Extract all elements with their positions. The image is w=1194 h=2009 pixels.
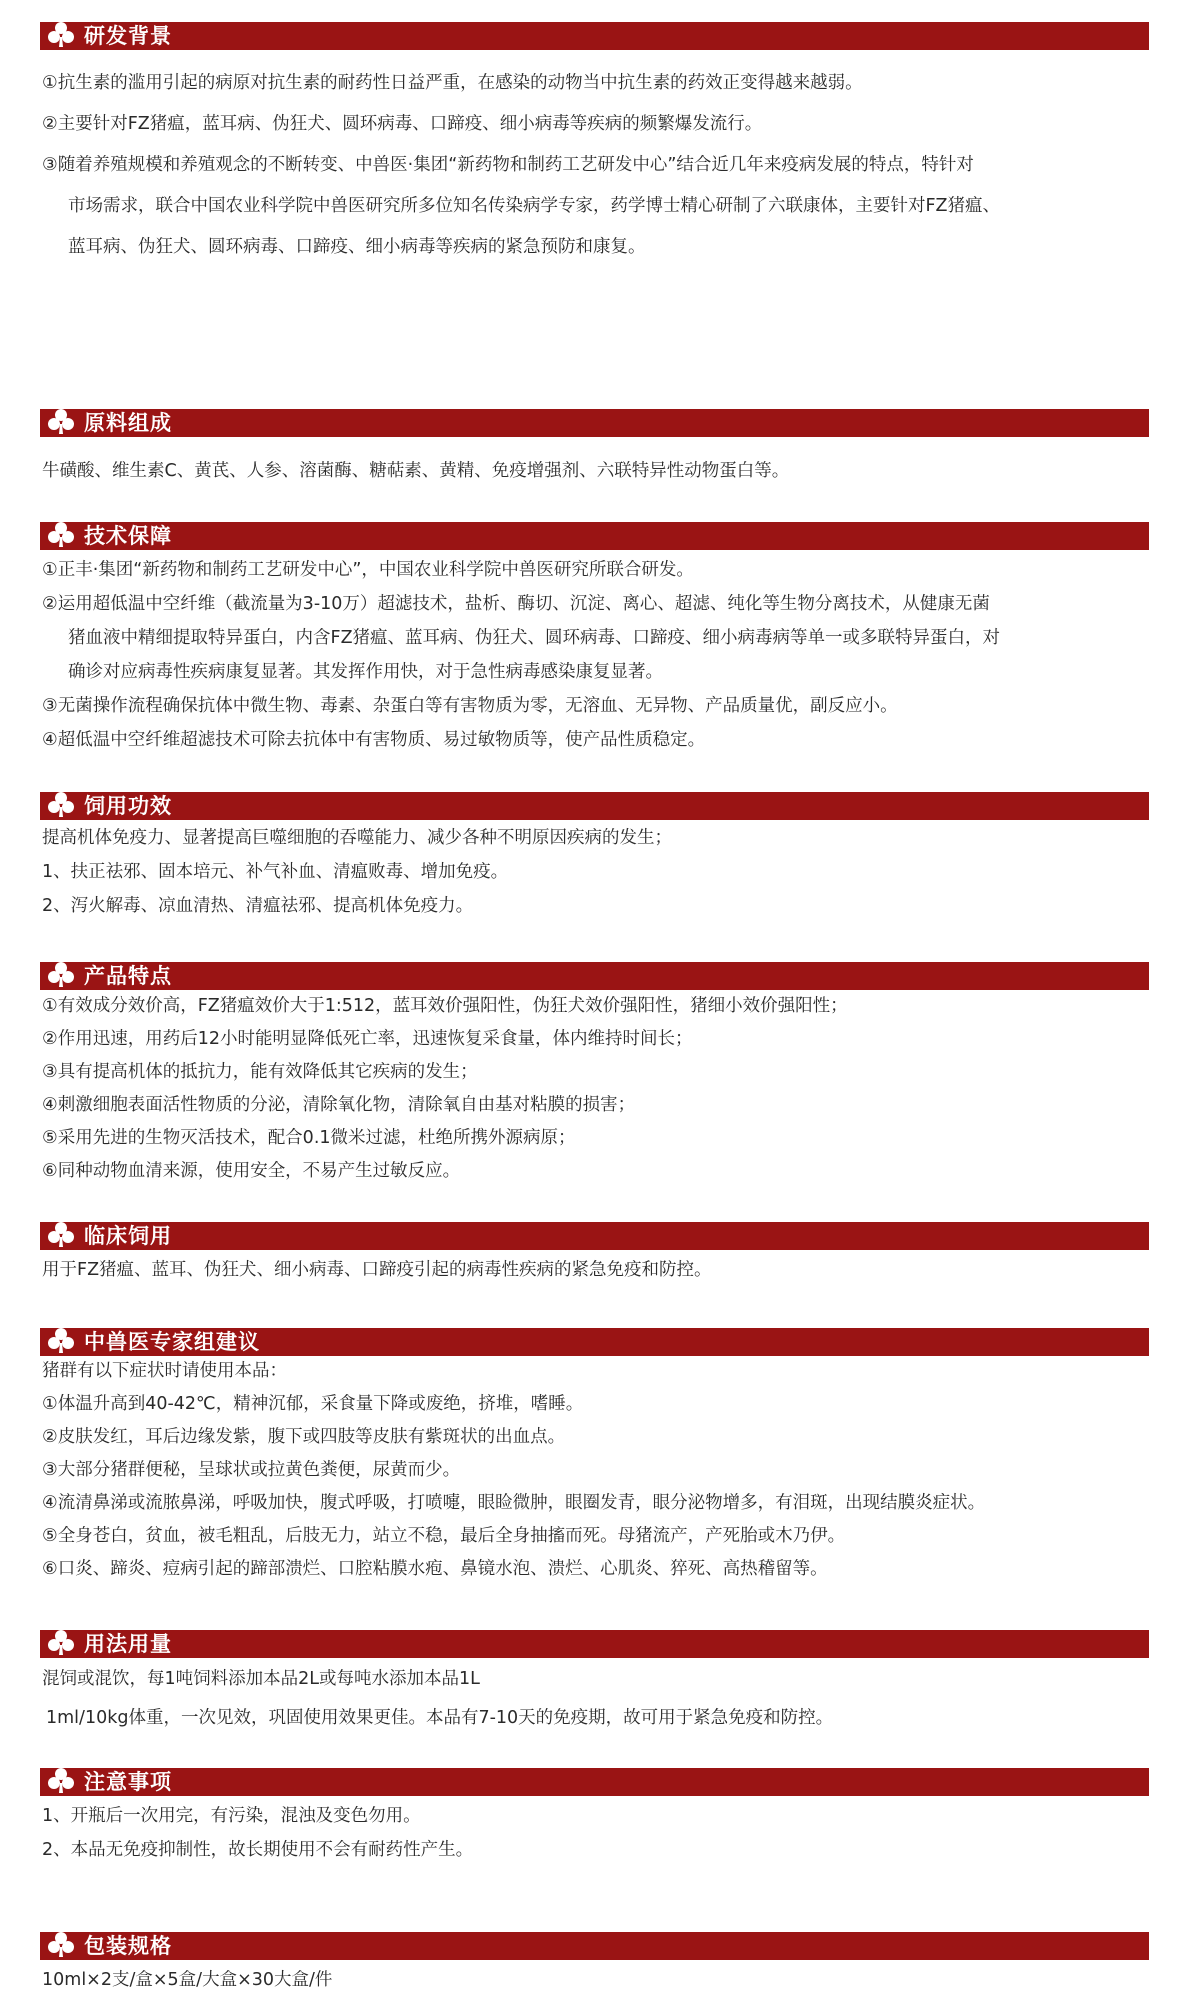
section-body-features [42,990,1152,1188]
text-line: ③随着养殖规模和养殖观念的不断转变、中兽医·集团“新药物和制药工艺研发中心”结合近几年来疫病发展的特点，特针对 [42,155,974,175]
text-line: 猪血液中精细提取特异蛋白，内含FZ猪瘟、蓝耳病、伪狂犬、圆环病毒、口蹄疫、细小病毒病等单一或多联特异蛋白，对 [68,628,1001,648]
section-title: 包装规格 [84,1934,172,1958]
section-title: 研发背景 [84,24,172,48]
section-body-efficacy [42,821,1152,923]
text-line: ②作用迅速，用药后12小时能明显降低死亡率，迅速恢复采食量，体内维持时间长； [42,1029,693,1049]
clover-icon [46,1220,76,1248]
text-line: 1、扶正祛邪、固本培元、补气补血、清瘟败毒、增加免疫。 [42,862,509,882]
clover-icon [46,407,76,435]
section-header-precautions [40,1768,1149,1796]
section-header-expert-advice [40,1328,1149,1356]
text-line: ①有效成分效价高，FZ猪瘟效价大于1:512，蓝耳效价强阳性，伪狂犬效价强阳性，猪细小效价强阳性； [42,996,848,1016]
text-line: 市场需求，联合中国农业科学院中兽医研究所多位知名传染病学专家，药学博士精心研制了六联康体，主要针对FZ猪瘟、 [68,196,1001,216]
clover-icon [46,20,76,48]
text-line: ②主要针对FZ猪瘟，蓝耳病、伪狂犬、圆环病毒、口蹄疫、细小病毒等疾病的频繁爆发流行。 [42,114,763,134]
text-line: ④流清鼻涕或流脓鼻涕，呼吸加快，腹式呼吸，打喷嚏，眼睑微肿，眼圈发青，眼分泌物增多，有泪斑，出现结膜炎症状。 [42,1493,986,1513]
section-title: 产品特点 [84,964,172,988]
section-body-technology [42,553,1152,757]
section-body-packaging [42,1963,1152,1997]
section-title: 原料组成 [84,411,172,435]
section-body-expert-advice [42,1355,1152,1586]
text-line: 2、本品无免疫抑制性，故长期使用不会有耐药性产生。 [42,1840,474,1860]
text-line: 用于FZ猪瘟、蓝耳、伪狂犬、细小病毒、口蹄疫引起的病毒性疾病的紧急免疫和防控。 [42,1260,712,1280]
text-line: 1ml/10kg体重，一次见效，巩固使用效果更佳。本品有7-10天的免疫期，故可用于紧急免疫和防控。 [46,1708,834,1728]
text-line: 蓝耳病、伪狂犬、圆环病毒、口蹄疫、细小病毒等疾病的紧急预防和康复。 [68,237,646,257]
section-body-clinical-use [42,1253,1152,1287]
section-title: 饲用功效 [84,794,172,818]
section-header-technology [40,522,1149,550]
text-line: 提高机体免疫力、显著提高巨噬细胞的吞噬能力、减少各种不明原因疾病的发生； [42,828,672,848]
text-line: ①抗生素的滥用引起的病原对抗生素的耐药性日益严重，在感染的动物当中抗生素的药效正变得越来越弱。 [42,73,863,93]
section-title: 技术保障 [84,524,172,548]
clover-icon [46,960,76,988]
section-header-dosage [40,1630,1149,1658]
section-header-research-background [40,22,1149,50]
text-line: ②运用超低温中空纤维（截流量为3-10万）超滤技术，盐析、酶切、沉淀、离心、超滤、纯化等生物分离技术，从健康无菌 [42,594,990,614]
text-line: ⑤全身苍白，贫血，被毛粗乱，后肢无力，站立不稳，最后全身抽搐而死。母猪流产，产死胎或木乃伊。 [42,1526,846,1546]
clover-icon [46,1326,76,1354]
section-title: 中兽医专家组建议 [84,1330,260,1354]
text-line: 牛磺酸、维生素C、黄芪、人参、溶菌酶、糖萜素、黄精、免疫增强剂、六联特异性动物蛋白等。 [42,461,790,481]
text-line: ②皮肤发红，耳后边缘发紫，腹下或四肢等皮肤有紫斑状的出血点。 [42,1427,566,1447]
clover-icon [46,790,76,818]
clover-icon [46,520,76,548]
text-line: ⑥口炎、蹄炎、痘病引起的蹄部溃烂、口腔粘膜水疱、鼻镜水泡、溃烂、心肌炎、猝死、高热稽留等。 [42,1559,828,1579]
section-header-efficacy [40,792,1149,820]
clover-icon [46,1628,76,1656]
text-line: ⑥同种动物血清来源，使用安全，不易产生过敏反应。 [42,1161,461,1181]
section-header-ingredients [40,409,1149,437]
text-line: ①体温升高到40-42℃，精神沉郁，采食量下降或废绝，挤堆，嗜睡。 [42,1394,584,1414]
section-title: 临床饲用 [84,1224,172,1248]
text-line: ①正丰·集团“新药物和制药工艺研发中心”，中国农业科学院中兽医研究所联合研发。 [42,560,694,580]
section-title: 注意事项 [84,1770,172,1794]
text-line: ③大部分猪群便秘，呈球状或拉黄色粪便，尿黄而少。 [42,1460,461,1480]
clover-icon [46,1930,76,1958]
section-body-precautions [42,1799,1152,1867]
section-body-dosage [42,1660,1152,1738]
text-line: 2、泻火解毒、凉血清热、清瘟祛邪、提高机体免疫力。 [42,896,474,916]
text-line: 确诊对应病毒性疾病康复显著。其发挥作用快，对于急性病毒感染康复显著。 [68,662,663,682]
section-header-packaging [40,1932,1149,1960]
text-line: 10ml×2支/盒×5盒/大盒×30大盒/件 [42,1970,333,1990]
section-header-features [40,962,1149,990]
text-line: 混饲或混饮，每1吨饲料添加本品2L或每吨水添加本品1L [42,1669,480,1689]
text-line: 1、开瓶后一次用完，有污染，混浊及变色勿用。 [42,1806,421,1826]
text-line: ④刺激细胞表面活性物质的分泌，清除氧化物，清除氧自由基对粘膜的损害； [42,1095,636,1115]
section-body-research-background [42,63,1152,268]
clover-icon [46,1766,76,1794]
section-body-ingredients [42,454,1152,488]
text-line: ③无菌操作流程确保抗体中微生物、毒素、杂蛋白等有害物质为零，无溶血、无异物、产品质量优，副反应小。 [42,696,898,716]
text-line: ④超低温中空纤维超滤技术可除去抗体中有害物质、易过敏物质等，使产品性质稳定。 [42,730,706,750]
section-title: 用法用量 [84,1632,172,1656]
text-line: 猪群有以下症状时请使用本品： [42,1361,287,1381]
text-line: ③具有提高机体的抵抗力，能有效降低其它疾病的发生； [42,1062,478,1082]
text-line: ⑤采用先进的生物灭活技术，配合0.1微米过滤，杜绝所携外源病原； [42,1128,576,1148]
section-header-clinical-use [40,1222,1149,1250]
